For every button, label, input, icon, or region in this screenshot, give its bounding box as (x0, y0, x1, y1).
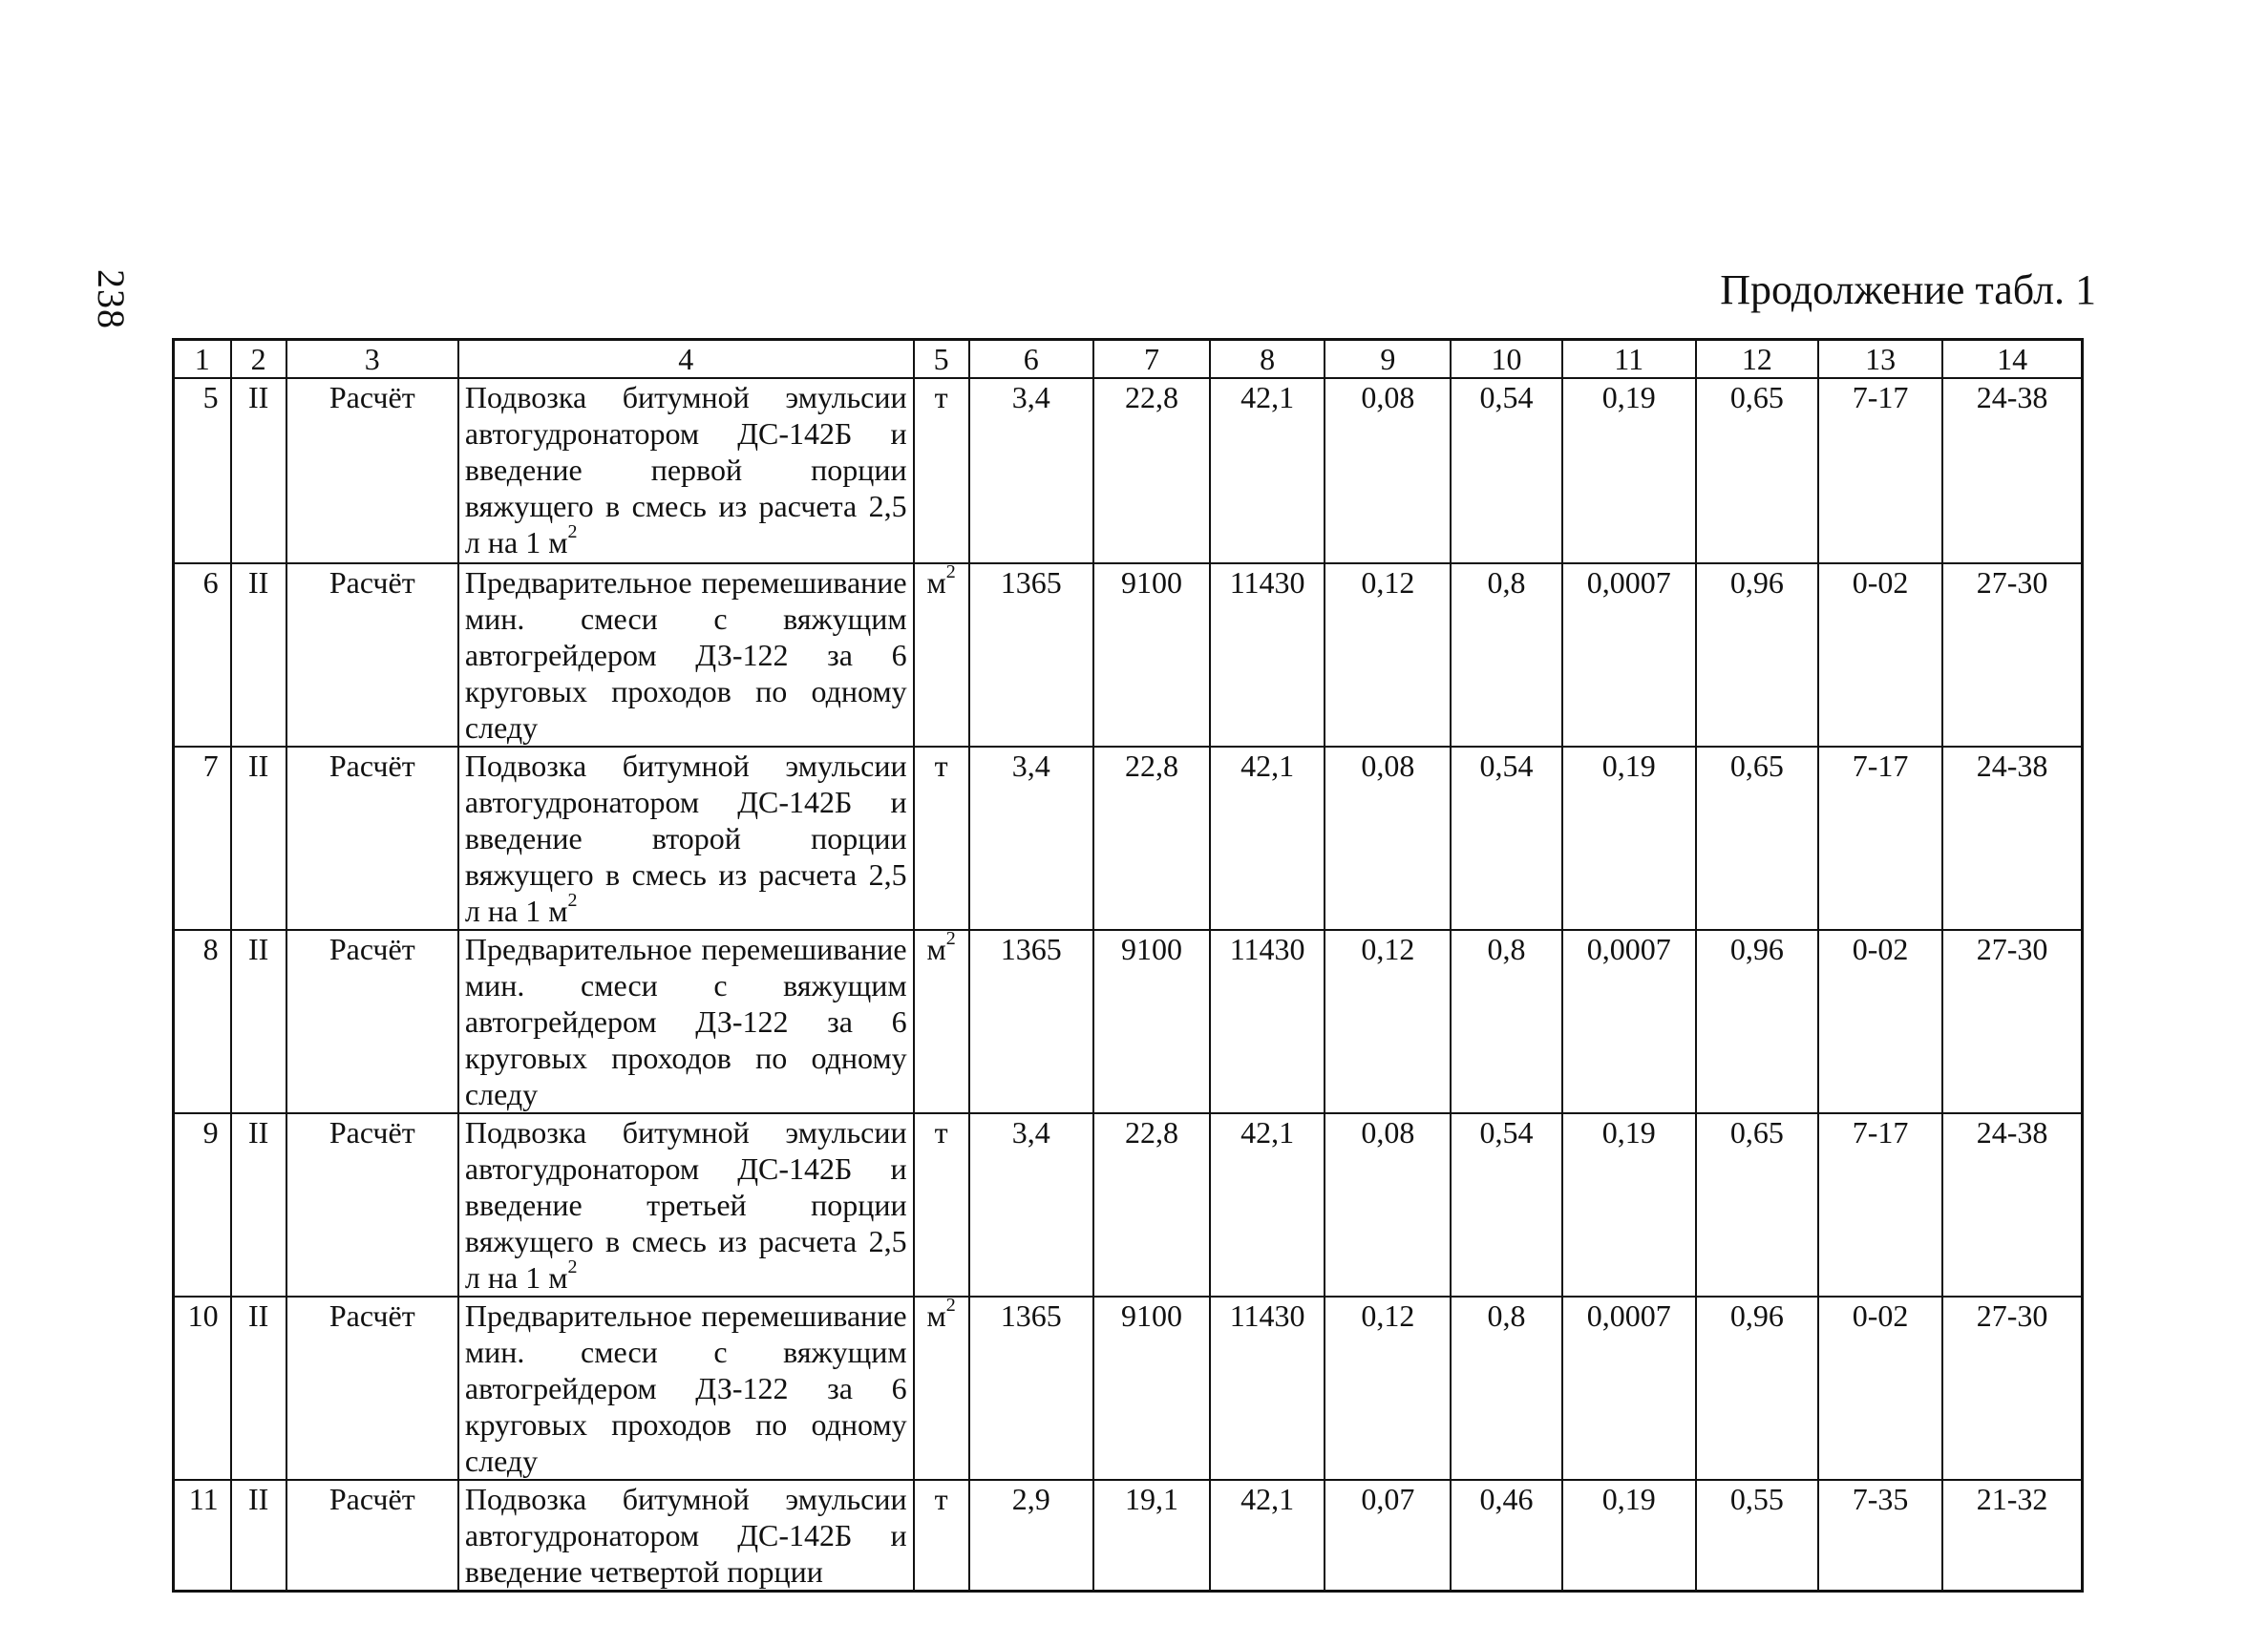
cell-text: 0-02 (1852, 565, 1909, 600)
cell-text: 0,55 (1729, 1482, 1784, 1516)
table-cell-col-2 (231, 1113, 286, 1297)
table-cell-col-14 (1942, 1480, 2082, 1592)
table-cell-col-8 (1210, 378, 1325, 563)
cell-text: II (247, 1115, 269, 1150)
table-row (174, 747, 2083, 930)
cell-text: II (247, 932, 269, 966)
table-cell-col-2 (231, 563, 286, 747)
table-cell-col-12 (1696, 1113, 1818, 1297)
cell-text: 42,1 (1240, 1482, 1295, 1516)
table-cell-col-13 (1818, 378, 1942, 563)
cell-text: м (926, 1298, 946, 1333)
table-cell-col-9 (1325, 930, 1451, 1113)
table-cell-col-6 (969, 1297, 1093, 1480)
header-cell-6: 6 (969, 340, 1093, 379)
table-cell-col-12 (1696, 747, 1818, 930)
table-cell-col-8 (1210, 1297, 1325, 1480)
operation-description-cell (458, 747, 914, 930)
operation-description-cell (458, 1297, 914, 1480)
table-cell-col-5 (914, 378, 969, 563)
cell-text: Подвозка битумной эмульсии автогудронатором ДС-142Б и введение третьей порции вяжущего в смесь из расчета 2,5 л на 1 м (464, 1115, 907, 1295)
header-cell-3: 3 (286, 340, 458, 379)
table-cell-col-3 (286, 930, 458, 1113)
header-cell-11: 11 (1562, 340, 1696, 379)
table-cell-col-8 (1210, 1480, 1325, 1592)
table-cell-col-10 (1451, 378, 1561, 563)
table-cell-col-6 (969, 378, 1093, 563)
cell-text: 24-38 (1976, 380, 2048, 414)
cell-text: 1365 (1000, 1298, 1062, 1333)
table-cell-col-5 (914, 1113, 969, 1297)
cell-text: 5 (202, 380, 219, 414)
data-table (172, 338, 2084, 1593)
cell-text: 0,19 (1601, 749, 1656, 783)
cell-text: II (247, 1298, 269, 1333)
cell-text: 0,54 (1479, 1115, 1534, 1150)
table-cell-col-7 (1093, 1297, 1210, 1480)
table-cell-col-11 (1562, 1480, 1696, 1592)
cell-text: 0,54 (1479, 380, 1534, 414)
cell-text: 0,65 (1729, 749, 1784, 783)
cell-text: 0-02 (1852, 932, 1909, 966)
superscript: 2 (567, 890, 578, 912)
table-cell-col-14 (1942, 563, 2082, 747)
cell-text: 11430 (1229, 932, 1305, 966)
cell-text: 27-30 (1976, 932, 2048, 966)
table-cell-col-5 (914, 930, 969, 1113)
cell-text: 42,1 (1240, 749, 1295, 783)
table-cell-col-3 (286, 1113, 458, 1297)
table-cell-col-7 (1093, 1113, 1210, 1297)
cell-text: 9100 (1120, 1298, 1182, 1333)
header-cell-1: 1 (174, 340, 231, 379)
cell-text: м (926, 565, 946, 600)
table-cell-col-2 (231, 1297, 286, 1480)
cell-text: 3,4 (1011, 380, 1050, 414)
table-cell-col-2 (231, 930, 286, 1113)
cell-text: Предварительное перемешивание мин. смеси с вяжущим автогрейдером ДЗ-122 за 6 круговых проходов по одному следу (464, 565, 907, 745)
table-cell-col-2 (231, 1480, 286, 1592)
cell-text: Расчёт (329, 1115, 415, 1150)
cell-text: 7-17 (1852, 380, 1909, 414)
superscript: 2 (945, 561, 956, 583)
table-cell-col-12 (1696, 378, 1818, 563)
cell-text: 8 (202, 932, 219, 966)
cell-text: 9 (202, 1115, 219, 1150)
cell-text: 9100 (1120, 565, 1182, 600)
cell-text: 24-38 (1976, 749, 2048, 783)
cell-text: 3,4 (1011, 749, 1050, 783)
cell-text: 0,08 (1361, 1115, 1415, 1150)
cell-text: 24-38 (1976, 1115, 2048, 1150)
cell-text: 7 (202, 749, 219, 783)
table-cell-col-14 (1942, 1113, 2082, 1297)
cell-text: 0,96 (1729, 932, 1784, 966)
cell-text: 11430 (1229, 1298, 1305, 1333)
cell-text: II (247, 380, 269, 414)
cell-text: Подвозка битумной эмульсии автогудронатором ДС-142Б и введение четвертой порции (464, 1482, 907, 1589)
cell-text: 10 (187, 1298, 219, 1333)
superscript: 2 (567, 521, 578, 543)
cell-text: 0,08 (1361, 380, 1415, 414)
table-row (174, 1297, 2083, 1480)
table-cell-col-11 (1562, 563, 1696, 747)
cell-text: 0,0007 (1586, 1298, 1671, 1333)
cell-text: II (247, 749, 269, 783)
table-cell-col-14 (1942, 930, 2082, 1113)
cell-text: 42,1 (1240, 380, 1295, 414)
cell-text: 9100 (1120, 932, 1182, 966)
table-row (174, 378, 2083, 563)
table-cell-col-12 (1696, 563, 1818, 747)
cell-text: 22,8 (1124, 380, 1178, 414)
cell-text: т (934, 749, 948, 783)
header-cell-14: 14 (1942, 340, 2082, 379)
table-cell-col-5 (914, 747, 969, 930)
table-cell-col-6 (969, 747, 1093, 930)
table-cell-col-6 (969, 1113, 1093, 1297)
table-cell-col-6 (969, 1480, 1093, 1592)
cell-text: 7-17 (1852, 1115, 1909, 1150)
cell-text: 0,12 (1361, 932, 1415, 966)
header-row (174, 340, 2083, 379)
table-cell-col-11 (1562, 930, 1696, 1113)
cell-text: 0,07 (1361, 1482, 1415, 1516)
table-cell-col-5 (914, 563, 969, 747)
cell-text: II (247, 1482, 269, 1516)
superscript: 2 (567, 1256, 578, 1278)
cell-text: 7-35 (1852, 1482, 1909, 1516)
cell-text: 0,19 (1601, 1482, 1656, 1516)
table-cell-col-7 (1093, 747, 1210, 930)
cell-text: 0,19 (1601, 380, 1656, 414)
table-cell-col-10 (1451, 1113, 1561, 1297)
table-cell-col-11 (1562, 378, 1696, 563)
operation-description-cell (458, 930, 914, 1113)
operation-description-cell (458, 1113, 914, 1297)
cell-text: 0,8 (1487, 1298, 1526, 1333)
table-cell-col-10 (1451, 1480, 1561, 1592)
table-cell-col-2 (231, 378, 286, 563)
table-cell-col-8 (1210, 747, 1325, 930)
page-number: 238 (90, 269, 133, 329)
cell-text: 27-30 (1976, 1298, 2048, 1333)
cell-text: Расчёт (329, 749, 415, 783)
table-cell-col-7 (1093, 930, 1210, 1113)
table-cell-col-5 (914, 1297, 969, 1480)
header-cell-13: 13 (1818, 340, 1942, 379)
table-cell-col-12 (1696, 1480, 1818, 1592)
table-row (174, 930, 2083, 1113)
header-cell-10: 10 (1451, 340, 1561, 379)
cell-text: 21-32 (1976, 1482, 2048, 1516)
header-cell-4: 4 (458, 340, 914, 379)
cell-text: 0,96 (1729, 1298, 1784, 1333)
table-cell-col-8 (1210, 563, 1325, 747)
table-cell-col-7 (1093, 378, 1210, 563)
table-cell-col-11 (1562, 1297, 1696, 1480)
table-cell-col-13 (1818, 930, 1942, 1113)
table-cell-col-12 (1696, 1297, 1818, 1480)
table-cell-col-3 (286, 378, 458, 563)
table-cell-col-6 (969, 930, 1093, 1113)
cell-text: 0,0007 (1586, 565, 1671, 600)
cell-text: Расчёт (329, 565, 415, 600)
cell-text: 11 (188, 1482, 219, 1516)
cell-text: 6 (202, 565, 219, 600)
cell-text: м (926, 932, 946, 966)
cell-text: 0,8 (1487, 932, 1526, 966)
header-cell-7: 7 (1093, 340, 1210, 379)
cell-text: 27-30 (1976, 565, 2048, 600)
cell-text: 0,0007 (1586, 932, 1671, 966)
cell-text: Предварительное перемешивание мин. смеси с вяжущим автогрейдером ДЗ-122 за 6 круговых проходов по одному следу (464, 1298, 907, 1478)
cell-text: 2,9 (1011, 1482, 1050, 1516)
cell-text: 1365 (1000, 932, 1062, 966)
table-cell-col-8 (1210, 930, 1325, 1113)
cell-text: Подвозка битумной эмульсии автогудронатором ДС-142Б и введение первой порции вяжущего в смесь из расчета 2,5 л на 1 м (464, 380, 907, 559)
table-cell-col-13 (1818, 1113, 1942, 1297)
cell-text: 11430 (1229, 565, 1305, 600)
cell-text: 0,12 (1361, 565, 1415, 600)
cell-text: 0-02 (1852, 1298, 1909, 1333)
table-cell-col-9 (1325, 1297, 1451, 1480)
superscript: 2 (945, 1295, 956, 1317)
cell-text: Расчёт (329, 932, 415, 966)
table-header (174, 340, 2083, 379)
header-cell-2: 2 (231, 340, 286, 379)
cell-text: Подвозка битумной эмульсии автогудронатором ДС-142Б и введение второй порции вяжущего в смесь из расчета 2,5 л на 1 м (464, 749, 907, 928)
cell-text: 0,65 (1729, 1115, 1784, 1150)
table-continuation-title: Продолжение табл. 1 (1720, 266, 2096, 313)
cell-text: 22,8 (1124, 1115, 1178, 1150)
table-cell-col-9 (1325, 747, 1451, 930)
cell-text: 0,8 (1487, 565, 1526, 600)
table-cell-col-2 (231, 747, 286, 930)
table-cell-col-9 (1325, 378, 1451, 563)
table-cell-col-12 (1696, 930, 1818, 1113)
table-cell-col-6 (969, 563, 1093, 747)
operation-description-cell (458, 378, 914, 563)
cell-text: 22,8 (1124, 749, 1178, 783)
table-row (174, 1480, 2083, 1592)
cell-text: Расчёт (329, 380, 415, 414)
cell-text: 0,96 (1729, 565, 1784, 600)
table-cell-col-11 (1562, 747, 1696, 930)
cell-text: 0,12 (1361, 1298, 1415, 1333)
table-cell-col-1 (174, 1113, 231, 1297)
table-cell-col-13 (1818, 563, 1942, 747)
header-cell-12: 12 (1696, 340, 1818, 379)
table-body (174, 378, 2083, 1592)
table-cell-col-13 (1818, 1297, 1942, 1480)
table-cell-col-5 (914, 1480, 969, 1592)
table-row (174, 563, 2083, 747)
table-cell-col-11 (1562, 1113, 1696, 1297)
table-cell-col-14 (1942, 747, 2082, 930)
table-cell-col-13 (1818, 747, 1942, 930)
cell-text: II (247, 565, 269, 600)
header-cell-8: 8 (1210, 340, 1325, 379)
cell-text: Расчёт (329, 1298, 415, 1333)
cell-text: 0,19 (1601, 1115, 1656, 1150)
table-cell-col-13 (1818, 1480, 1942, 1592)
cell-text: 0,54 (1479, 749, 1534, 783)
table-cell-col-10 (1451, 930, 1561, 1113)
cell-text: Расчёт (329, 1482, 415, 1516)
table-cell-col-10 (1451, 1297, 1561, 1480)
operation-description-cell (458, 563, 914, 747)
table-cell-col-7 (1093, 563, 1210, 747)
table-cell-col-3 (286, 1297, 458, 1480)
table-cell-col-14 (1942, 1297, 2082, 1480)
table-cell-col-9 (1325, 1480, 1451, 1592)
cell-text: 1365 (1000, 565, 1062, 600)
cell-text: 0,65 (1729, 380, 1784, 414)
table-cell-col-10 (1451, 563, 1561, 747)
table-cell-col-3 (286, 563, 458, 747)
table-cell-col-14 (1942, 378, 2082, 563)
table-cell-col-9 (1325, 563, 1451, 747)
superscript: 2 (945, 928, 956, 950)
cell-text: т (934, 380, 948, 414)
table-cell-col-7 (1093, 1480, 1210, 1592)
cell-text: 42,1 (1240, 1115, 1295, 1150)
cell-text: т (934, 1482, 948, 1516)
cell-text: т (934, 1115, 948, 1150)
header-cell-9: 9 (1325, 340, 1451, 379)
table-cell-col-10 (1451, 747, 1561, 930)
cell-text: Предварительное перемешивание мин. смеси с вяжущим автогрейдером ДЗ-122 за 6 круговых проходов по одному следу (464, 932, 907, 1111)
table-cell-col-1 (174, 1297, 231, 1480)
table-cell-col-9 (1325, 1113, 1451, 1297)
table-cell-col-3 (286, 747, 458, 930)
table-cell-col-1 (174, 563, 231, 747)
cell-text: 3,4 (1011, 1115, 1050, 1150)
table-cell-col-1 (174, 378, 231, 563)
table-cell-col-8 (1210, 1113, 1325, 1297)
table-row (174, 1113, 2083, 1297)
cell-text: 0,08 (1361, 749, 1415, 783)
table-cell-col-1 (174, 747, 231, 930)
header-cell-5: 5 (914, 340, 969, 379)
table-cell-col-1 (174, 930, 231, 1113)
table-cell-col-1 (174, 1480, 231, 1592)
cell-text: 19,1 (1124, 1482, 1178, 1516)
cell-text: 0,46 (1479, 1482, 1534, 1516)
operation-description-cell (458, 1480, 914, 1592)
table-cell-col-3 (286, 1480, 458, 1592)
cell-text: 7-17 (1852, 749, 1909, 783)
